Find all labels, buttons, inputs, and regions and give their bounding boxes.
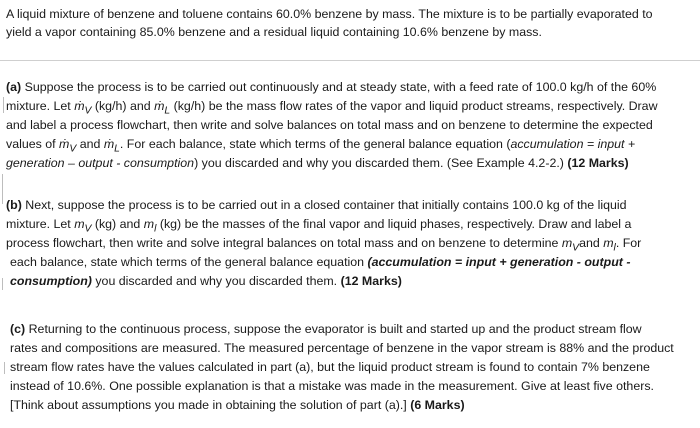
part-c-line-4: instead of 10.6%. One possible explanation is that a mistake was made in the measurement. Give at least five others.	[10, 379, 654, 393]
part-a-line-1: (a) Suppose the process is to be carried out continuously and at steady state, with a feed rate of 100.0 kg/h of the 60%	[6, 80, 657, 94]
margin-mark	[4, 362, 5, 374]
part-b-marks: (12 Marks)	[340, 274, 402, 288]
part-c-line-3: stream flow rates have the values calculated in part (a), but the liquid product stream is found to contain 7% benzene	[10, 360, 650, 374]
part-a-line-5: generation – output - consumption) you discarded and why you discarded them. (See Example 4.2-2.) (12 Marks)	[6, 156, 629, 170]
part-b-line-1: (b) Next, suppose the process is to be carried out in a closed container that initially contains 100.0 kg of the liquid	[6, 198, 627, 212]
part-b-line-2: mixture. Let $m_V$ (kg) and $m_l$ (kg) be the masses of the final vapor and liquid phases, respectively. Draw and label a	[6, 217, 632, 235]
part-c-line-2: rates and compositions are measured. The measured percentage of benzene in the vapor stream is 88% and the product	[10, 341, 674, 355]
divider	[0, 60, 700, 61]
part-c-line-1: (c) Returning to the continuous process, suppose the evaporator is built and started up and the product stream flow	[10, 322, 642, 336]
intro-line-2: yield a vapor containing 85.0% benzene and a residual liquid containing 10.6% benzene by mass.	[6, 25, 542, 39]
margin-mark	[2, 174, 3, 204]
part-c-marks: (6 Marks)	[410, 398, 465, 412]
part-a-line-2: mixture. Let ṁ$_V$ (kg/h) and ṁ$_L$ (kg/h) be the mass flow rates of the vapor and liquid product streams, respectively. Draw	[6, 99, 658, 117]
part-b-line-5: consumption) you discarded and why you discarded them. (12 Marks)	[10, 274, 402, 288]
part-a-marks: (12 Marks)	[567, 156, 629, 170]
part-c-line-5: [Think about assumptions you made in obtaining the solution of part (a).] (6 Marks)	[10, 398, 465, 412]
symbol-mdot-l: ṁ	[154, 99, 165, 113]
intro-line-1: A liquid mixture of benzene and toluene contains 60.0% benzene by mass. The mixture is to be partially evaporated to	[6, 7, 653, 21]
part-b-label: (b)	[6, 198, 22, 212]
part-b-line-3: process flowchart, then write and solve integral balances on total mass and on benzene to determine $m_Vand$ $m_l$. For	[6, 236, 642, 254]
part-c-label: (c)	[10, 322, 26, 336]
margin-mark	[3, 97, 4, 113]
part-a-line-4: values of ṁ$_V$ and ṁ$_L$. For each balance, state which terms of the general balance equation (accumulation = input +	[6, 137, 636, 155]
margin-mark	[2, 278, 3, 290]
part-b-line-4: each balance, state which terms of the general balance equation (accumulation = input + generation - output -	[10, 255, 631, 269]
part-a-line-3: and label a process flowchart, then write and solve balances on total mass and on benzene to determine the expected	[6, 118, 653, 132]
symbol-mdot-v: ṁ	[74, 99, 85, 113]
part-a-label: (a)	[6, 80, 22, 94]
